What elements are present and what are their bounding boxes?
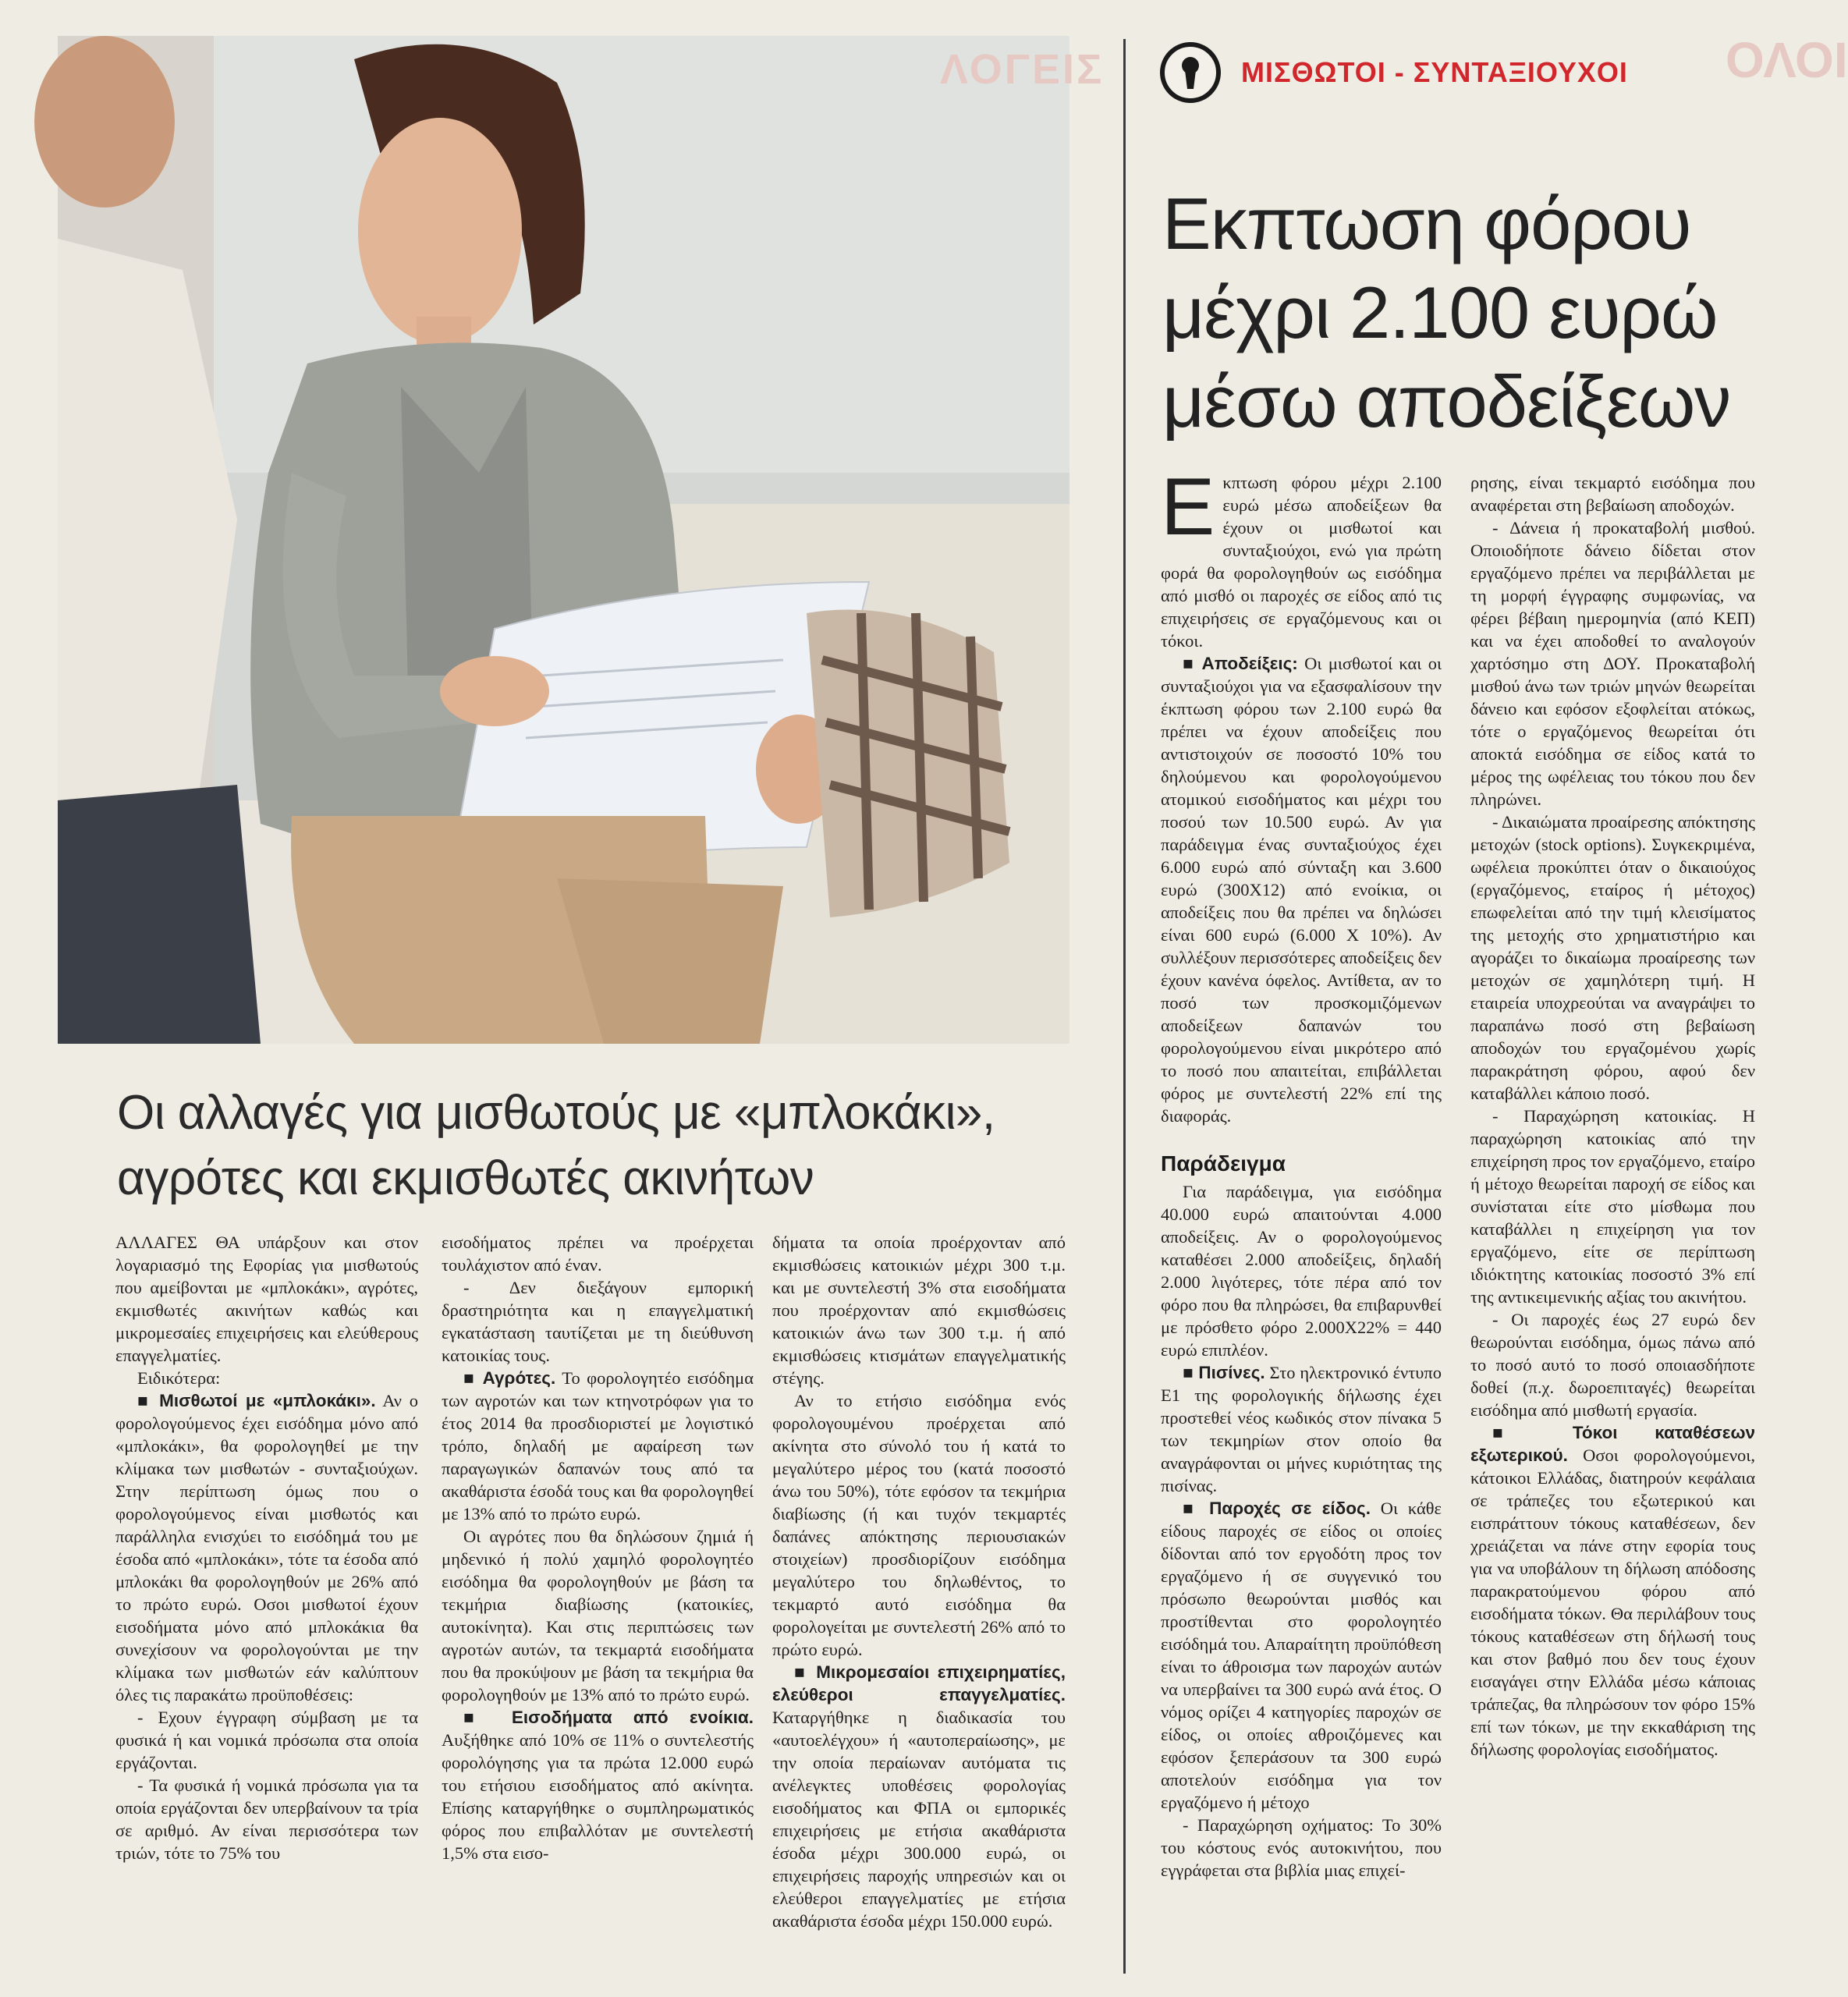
bold-lead: ■ Μικρομεσαίοι επιχειρηματίες, ελεύθεροι επαγγελματίες.	[772, 1662, 1066, 1704]
paragraph: - Δάνεια ή προκαταβολή μισθού. Οποιοδήποτε δάνειο δίδεται στον εργαζόμενο πρέπει να περιβάλλεται με τη μορφή έγγραφης συμφωνίας, να φέρει βέβαιη ημερομηνία (από ΚΕΠ) και να έχει αποδοθεί το αναλογούν χαρτόσημο στη ΔΟΥ. Προκαταβολή μισθού άνω των τριών μηνών θεωρείται δάνειο και εφόσον εξοφλείται ατόκως, τότε ο εργαζόμενος θεωρείται ότι αποκτά εισόδημα σε είδος κατά το μέρος της ωφέλειας του τόκου που δεν πληρώνει.	[1470, 518, 1755, 809]
paragraph-text: Οι κάθε είδους παροχές σε είδος οι οποίες δίδονται από τον εργοδότη προς τον εργαζόμενο ή σε συγγενικό του πρόσωπο θεωρούνται μισθός και προστίθενται στο φορολογητέο εισόδημά του. Απαραίτητη προϋπόθεση είναι το άθροισμα των παροχών αυτών να υπερβαίνει τα 300 ευρώ ανά έτος. Ο νόμος ορίζει 4 κατηγορίες παροχών σε είδος, οι οποίες αθροιζόμενες και εφόσον ξεπεράσουν τα 300 ευρώ αποτελούν εισόδημα για τον εργαζόμενο ή μέτοχο	[1161, 1499, 1442, 1812]
plaid-pillow	[807, 610, 1009, 917]
paragraph	[1161, 652, 1442, 1127]
paragraph-text: Στο ηλεκτρονικό έντυπο Ε1 της φορολογικής δήλωσης έχει προστεθεί νέος κωδικός στον πίνακα 5 των τεκμηρίων στον οποίο θα αναγράφονται οι μήνες κυριότητας της πισίνας.	[1161, 1363, 1442, 1495]
left-article-column-2	[442, 1231, 754, 1864]
paragraph	[1161, 1361, 1442, 1497]
left-headline-line1: Οι αλλαγές για μισθωτούς με «μπλοκάκι»,	[117, 1086, 995, 1140]
bold-lead: ■ Τόκοι καταθέσεων εξωτερικού.	[1470, 1423, 1755, 1465]
column-divider	[1123, 39, 1126, 1974]
article-photo	[58, 36, 1069, 1044]
subheading: Παράδειγμα	[1161, 1151, 1286, 1176]
bold-lead: ■ Αγρότες.	[463, 1368, 556, 1388]
paragraph: ΑΛΛΑΓΕΣ ΘΑ υπάρξουν και στον λογαριασμό της Εφορίας για μισθωτούς που αμείβονται με «μπλοκάκι», αγρότες, εκμισθωτές ακινήτων καθώς και μικρομεσαίες επιχειρήσεις και ελεύθερους επαγγελματίες.	[115, 1233, 418, 1365]
paragraph-text: Αν ο φορολογούμενος έχει εισόδημα μόνο από «μπλοκάκι», θα φορολογηθεί με την κλίμακα των μισθωτών - συνταξιούχων. Στην περίπτωση όμως που ο φορολογούμενος είναι μισθωτός και παράλληλα ενισχύει το εισόδημά του με έσοδα από «μπλοκάκι», τότε τα έσοδα από μπλοκάκι θα φορολογηθούν με 26% από το πρώτο ευρώ. Οσοι μισθωτοί έχουν εισοδήματα μόνο από μπλοκάκια θα συνεχίσουν να φορολογούνται με την κλίμακα των μισθωτών εάν καλύπτουν όλες τις παρακάτω προϋποθέσεις:	[115, 1391, 418, 1704]
paragraph	[772, 1661, 1066, 1932]
paragraph: - Παραχώρηση κατοικίας. Η παραχώρηση κατοικίας από την επιχείρηση προς τον εργαζόμενο, εταίρο ή μέτοχο θεωρείται παροχή σε είδος και συνίσταται είτε στο μίσθωμα που καταβάλλει η επιχείρηση για τον εργαζόμενο, είτε σε περίπτωση ιδιόκτητης κατοικίας ποσοστό 3% επί της αντικειμενικής αξίας του ακινήτου.	[1470, 1106, 1755, 1307]
left-article-headline	[117, 1080, 1092, 1211]
paragraph: ρησης, είναι τεκμαρτό εισόδημα που αναφέρεται στη βεβαίωση αποδοχών.	[1470, 473, 1755, 515]
paragraph-text: Οσοι φορολογούμενοι, κάτοικοι Ελλάδας, διατηρούν κεφάλαια σε τράπεζες του εξωτερικού και εισπράττουν τόκους καταθέσεων, δεν χρειάζεται να πάνε στην εφορία τους για να υποβάλουν τη δήλωση απόδοσης παρακρατούμενου φόρου από εισοδήματα τόκων. Θα περιλάβουν τους τόκους καταθέσεων στη δήλωσή τους και στον βαθμό που δεν τους έχουν εισαγάγει στην Ελλάδα μέσω κάποιας τράπεζας, θα πληρώσουν τον φόρο 15% επί των τόκων, με την εκκαθάριση της δήλωσης φορολογίας εισοδήματος.	[1470, 1445, 1755, 1759]
bleed-through-text: ΟΛΟΙ	[1726, 32, 1848, 88]
right-article-headline	[1162, 179, 1771, 446]
paragraph: Αν το ετήσιο εισόδημα ενός φορολογουμένου προέρχεται από ακίνητα στο σύνολό του ή κατά το μεγαλύτερο μέρος του (κατά ποσοστό άνω του 50%), τότε εφόσον τα τεκμήρια διαβίωσης (ή και τυχόν τεκμαρτές δαπάνες απόκτησης περιουσιακών στοιχείων) προσδιορίζουν εισόδημα μεγαλύτερο του δηλωθέντος, το τεκμαρτό αυτό εισόδημα θα φορολογείται με συντελεστή 26% από το πρώτο ευρώ.	[772, 1391, 1066, 1659]
bold-lead: ■ Εισοδήματα από ενοίκια.	[463, 1708, 754, 1727]
paragraph: Για παράδειγμα, για εισόδημα 40.000 ευρώ απαιτούνται 4.000 αποδείξεις. Αν ο φορολογούμενος καταθέσει 2.000 αποδείξεις, δηλαδή 2.000 λιγότερες, τότε πέρα από τον φόρο που θα πληρώσει, θα επιβαρυνθεί με πρόσθετο φόρο 2.000Χ22% = 440 ευρώ επιπλέον.	[1161, 1182, 1442, 1360]
paragraph: Οι αγρότες που θα δηλώσουν ζημιά ή μηδενικό ή πολύ χαμηλό φορολογητέο εισόδημα θα φορολογηθούν με βάση τα τεκμήρια διαβίωσης (κατοικίες, αυτοκίνητα). Και στις περιπτώσεις των αγροτών αυτών, τα τεκμαρτά εισοδήματα που θα προκύψουν με βάση τα τεκμήρια θα φορολογηθούν με 13% από το πρώτο ευρώ.	[442, 1527, 754, 1704]
paragraph: Ειδικότερα:	[137, 1368, 221, 1388]
right-article-column-1	[1161, 462, 1442, 1882]
bold-lead: ■ Πισίνες.	[1183, 1363, 1265, 1382]
bold-lead: ■ Μισθωτοί με «μπλοκάκι».	[137, 1391, 376, 1410]
couple-reviewing-document-illustration	[58, 36, 1069, 1044]
bleed-through-text: ΛΟΓΕΙΣ	[940, 46, 1105, 93]
right-headline-line3: μέσω αποδείξεων	[1162, 360, 1731, 442]
paragraph-text: Το φορολογητέο εισόδημα των αγροτών και των κτηνοτρόφων για το έτος 2014 θα προσδιοριστεί με λογιστικό τρόπο, δηλαδή με αφαίρεση των παραγωγικών δαπανών τους από τα ακαθάριστα έσοδά τους και θα φορολογηθεί με 13% από το πρώτο ευρώ.	[442, 1368, 754, 1523]
right-headline-line1: Εκπτωση φόρου	[1162, 183, 1691, 264]
paragraph-text: Καταργήθηκε η διαδικασία του «αυτοελέγχου» ή «αυτοπεραίωσης», με την οποία περαίωναν αυτόματα τις ανέλεγκτες υποθέσεις φορολογίας εισοδήματος και ΦΠΑ οι εμπορικές επιχειρήσεις με ετήσια ακαθάριστα έσοδα μέχρι 300.000 ευρώ, οι επιχειρήσεις παροχής υπηρεσιών και οι ελεύθεροι επαγγελματίες με ετήσια ακαθάριστα έσοδα μέχρι 150.000 ευρώ.	[772, 1708, 1066, 1931]
paragraph	[1161, 462, 1442, 652]
right-headline-line2: μέχρι 2.100 ευρώ	[1162, 271, 1718, 353]
paragraph	[1161, 1497, 1442, 1814]
paragraph	[442, 1706, 754, 1864]
paragraph: εισοδήματος πρέπει να προέρχεται τουλάχιστον από έναν.	[442, 1233, 754, 1275]
section-label: ΜΙΣΘΩΤΟΙ - ΣΥΝΤΑΞΙΟΥΧΟΙ	[1241, 56, 1628, 88]
paragraph-text: κπτωση φόρου μέχρι 2.100 ευρώ μέσω αποδείξεων θα έχουν οι μισθωτοί και συνταξιούχοι, ενώ για πρώτη φορά θα φορολογηθούν ως εισόδημα από μισθό οι παροχές σε είδος από τις επιχειρήσεις σε εργαζόμενους και οι τόκοι.	[1161, 473, 1442, 651]
right-article-column-2	[1470, 471, 1755, 1761]
paragraph: - Τα φυσικά ή νομικά πρόσωπα για τα οποία εργάζονται δεν υπερβαίνουν τα τρία σε αριθμό. Αν είναι περισσότερα των τριών, τότε το 75% του	[115, 1775, 418, 1863]
paragraph	[1470, 1421, 1755, 1761]
left-headline-line2: αγρότες και εκμισθωτές ακινήτων	[117, 1151, 814, 1205]
bold-lead: ■ Παροχές σε είδος.	[1183, 1499, 1371, 1518]
left-article-column-1	[115, 1231, 418, 1864]
paragraph	[115, 1389, 418, 1706]
paragraph: - Εχουν έγγραφη σύμβαση με τα φυσικά ή και νομικά πρόσωπα στα οποία εργάζονται.	[115, 1708, 418, 1772]
keyhole-icon	[1160, 42, 1221, 103]
paragraph: - Οι παροχές έως 27 ευρώ δεν θεωρούνται εισόδημα, όμως πάνω από το ποσό αυτό το ποσό οποιασδήποτε δοθεί (π.χ. δωροεπιταγές) θεωρείται εισόδημα από μισθωτή εργασία.	[1470, 1310, 1755, 1420]
paragraph: δήματα τα οποία προέρχονταν από εκμισθώσεις κατοικιών μέχρι 300 τ.μ. και με συντελεστή 3% στα εισοδήματα που προέρχονταν από εκμισθώσεις κατοικιών άνω των 300 τ.μ. ή από εκμισθώσεις κτισμάτων επαγγελματικής στέγης.	[772, 1233, 1066, 1388]
paragraph: - Δεν διεξάγουν εμπορική δραστηριότητα και η επαγγελματική εγκατάσταση ταυτίζεται με τη διεύθυνση κατοικίας τους.	[442, 1278, 754, 1365]
paragraph: - Δικαιώματα προαίρεσης απόκτησης μετοχών (stock options). Συγκεκριμένα, ωφέλεια προκύπτει όταν ο δικαιούχος (εργαζόμενος, εταίρος ή μέτοχος) επωφελείται από την τιμή κλεισίματος της μετοχής στο χρηματιστήριο και αγοράζει το δικαίωμα προαίρεσης των μετοχών σε χαμηλότερη τιμή. Η εταιρεία υποχρεούται να αναγράψει το παραπάνω ποσό στη βεβαίωση αποδοχών του εργαζομένου χωρίς παρακράτηση φόρου, αφού δεν καταβάλλει κάποιο ποσό.	[1470, 812, 1755, 1103]
drop-cap: Ε	[1161, 462, 1215, 552]
paragraph-text: Αυξήθηκε από 10% σε 11% ο συντελεστής φορολόγησης για τα πρώτα 12.000 ευρώ του ετήσιου εισοδήματος από ακίνητα. Επίσης καταργήθηκε ο συμπληρωματικός φόρος που επιβαλλόταν με συντελεστή 1,5% στα εισο-	[442, 1730, 754, 1863]
paragraph: - Παραχώρηση οχήματος: Το 30% του κόστους ενός αυτοκινήτου, που εγγράφεται στα βιβλία μιας επιχεί-	[1161, 1815, 1442, 1880]
paragraph-text: Οι μισθωτοί και οι συνταξιούχοι για να εξασφαλίσουν την έκπτωση φόρου των 2.100 ευρώ θα πρέπει να έχουν αποδείξεις που αντιστοιχούν σε ποσοστό 10% του δηλούμενου και φορολογούμενου ατομικού εισοδήματος και μέχρι του ποσού των 10.500 ευρώ. Αν για παράδειγμα ένας συνταξιούχος έχει 6.000 ευρώ από σύνταξη και 3.600 ευρώ (300Χ12) από ενοίκια, οι αποδείξεις που θα πρέπει να δηλώσει είναι 600 ευρώ (6.000 Χ 10%). Αν συλλέξουν περισσότερες αποδείξεις δεν έχουν κανένα όφελος. Αντίθετα, αν το ποσό των προσκομιζόμενων αποδείξεων δαπανών του φορολογούμενου είναι μικρότερο από το ποσό που απαιτείται, επιβάλλεται φόρος με συντελεστή 22% επί της διαφοράς.	[1161, 654, 1442, 1126]
paragraph	[442, 1367, 754, 1525]
left-article-column-3	[772, 1231, 1066, 1932]
bold-lead: ■ Αποδείξεις:	[1183, 654, 1298, 673]
section-header	[1160, 37, 1628, 108]
